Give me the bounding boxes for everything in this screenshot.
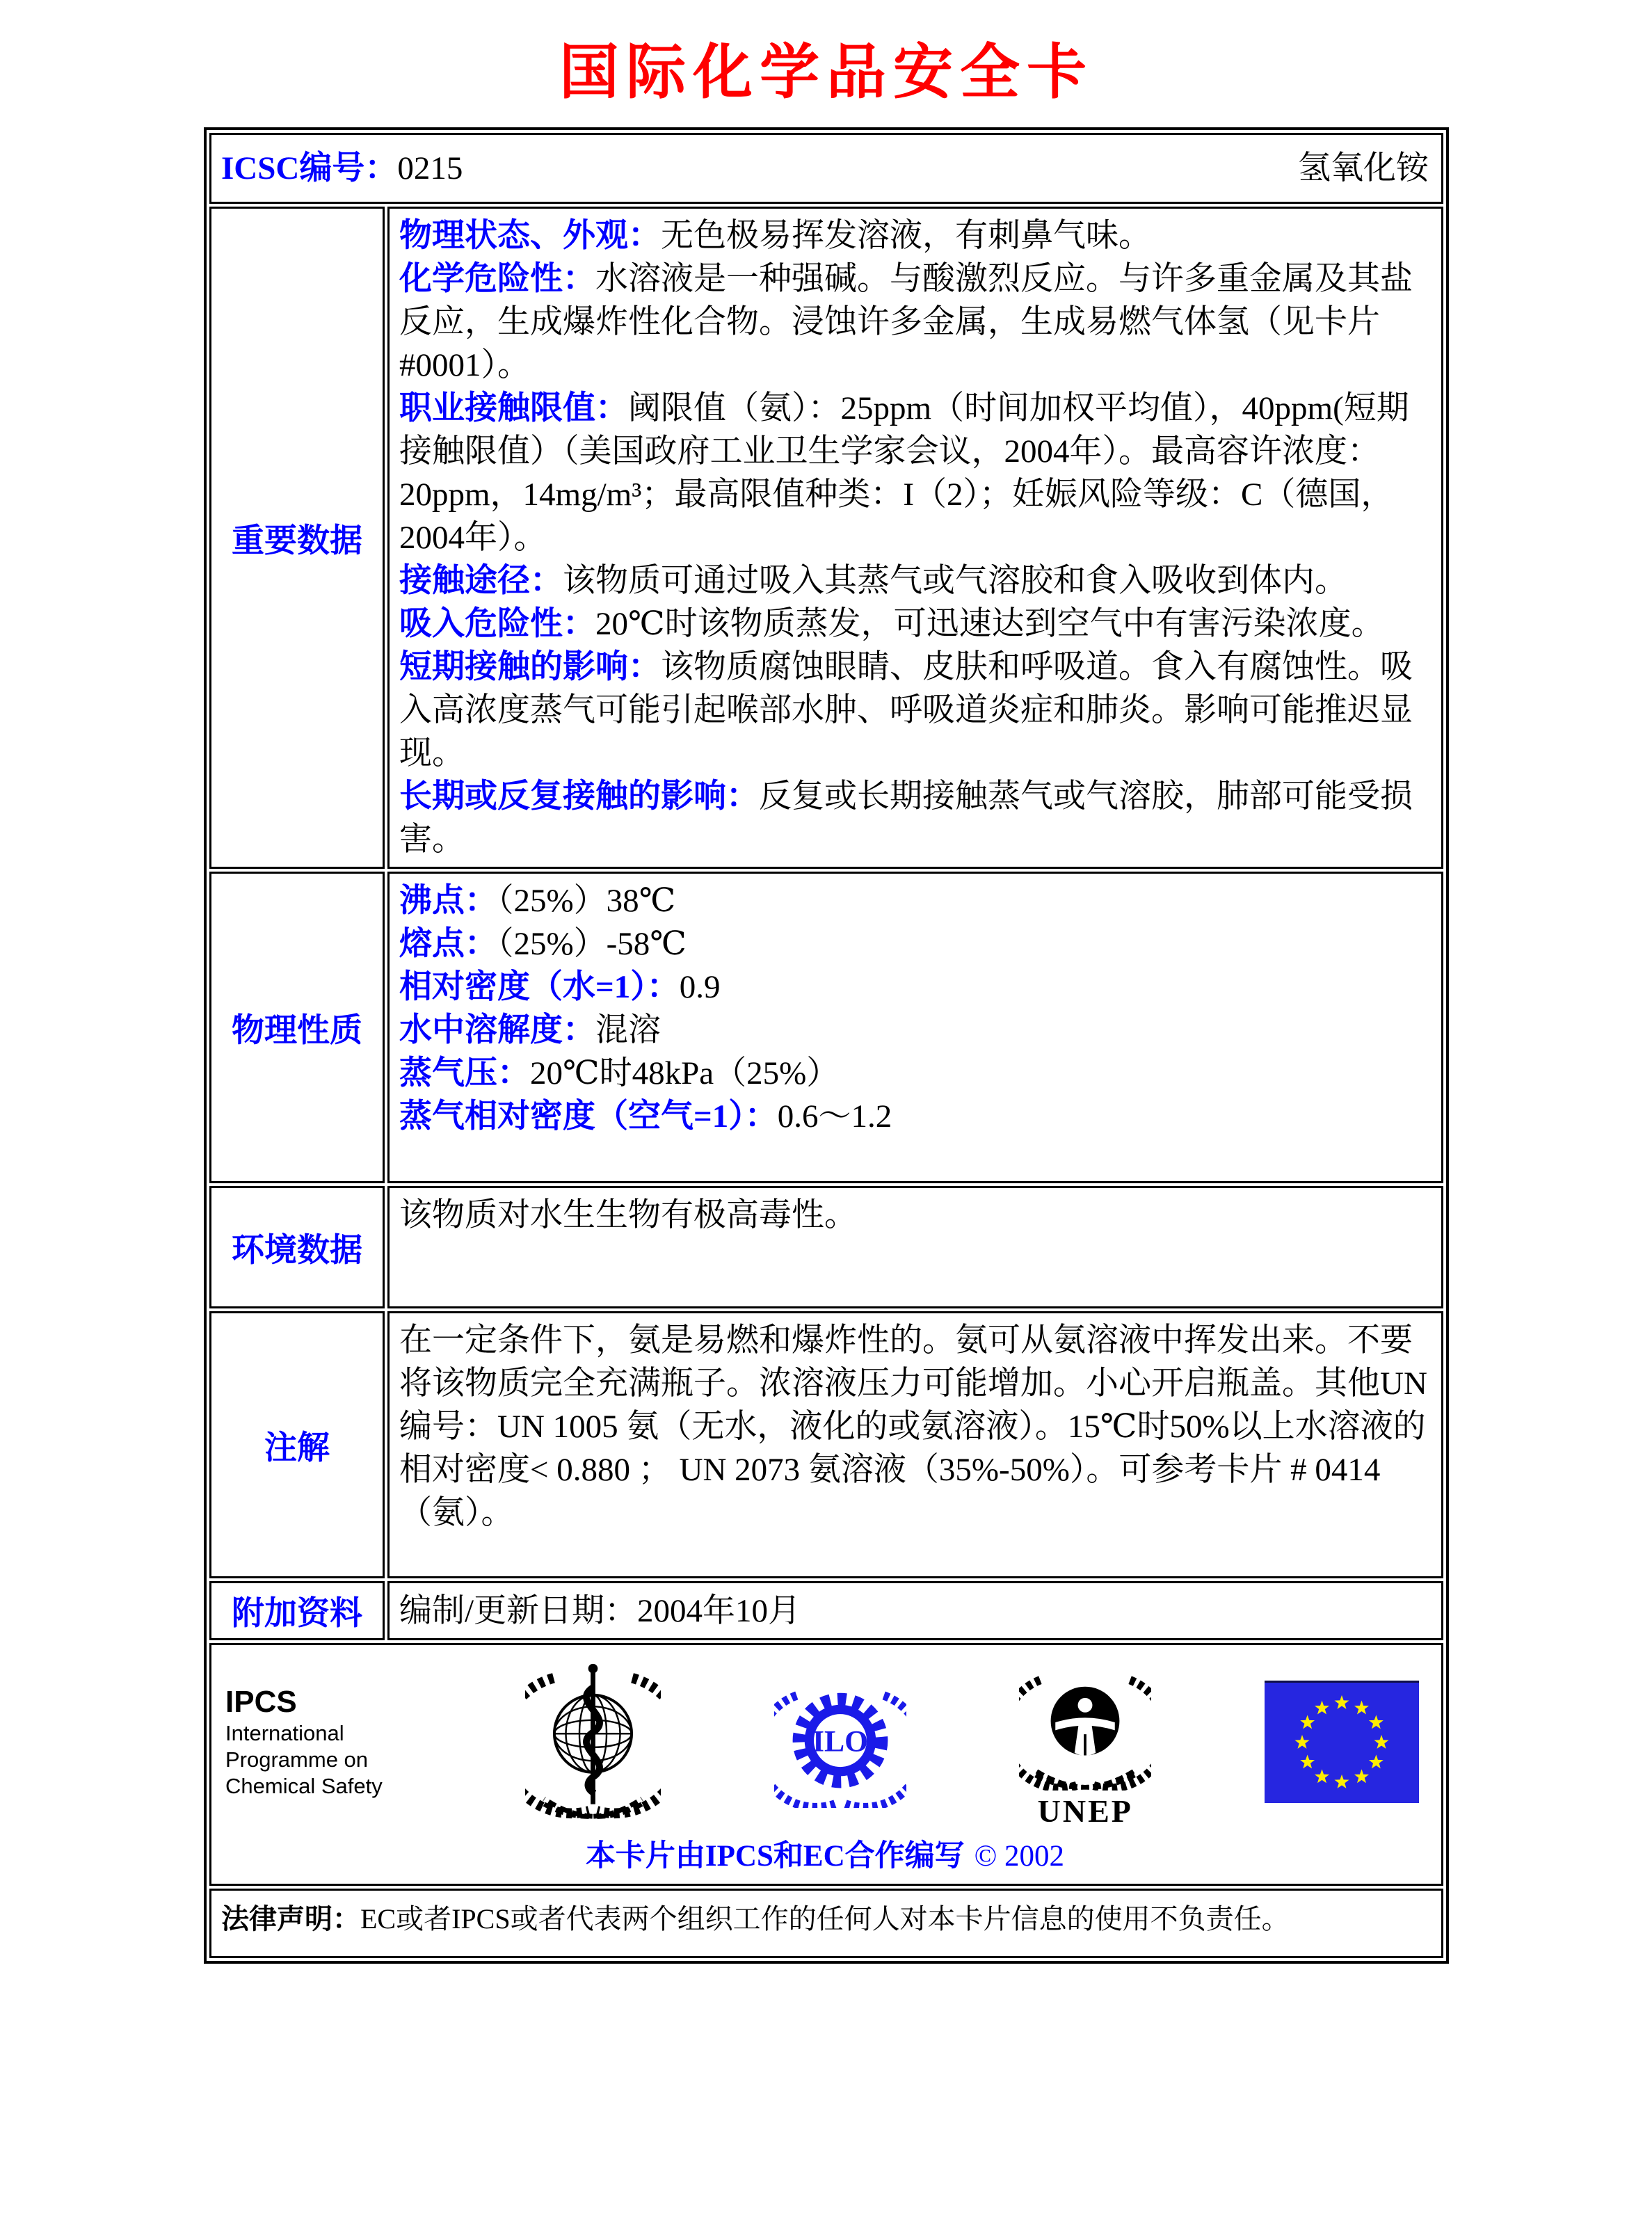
copyright-year: © 2002: [974, 1840, 1065, 1873]
field-key: 化学危险性：: [399, 261, 595, 297]
eu-flag: [1265, 1681, 1419, 1803]
page-title: 国际化学品安全卡: [559, 39, 1093, 106]
ipcs-line: Programme on: [225, 1747, 369, 1772]
field-key: 接触途径：: [399, 563, 563, 599]
section-label-physical-properties: 物理性质: [209, 872, 385, 1183]
environmental-data-row: [209, 1186, 1443, 1308]
logos-strip: [221, 1651, 1429, 1828]
legal-text: EC或者IPCS或者代表两个组织工作的任何人对本卡片信息的使用不负责任。: [360, 1903, 1290, 1934]
field-value: 混溶: [595, 1012, 661, 1048]
field-water-solubility: [399, 1009, 1429, 1052]
field-value: 阈限值（氨）：25ppm（时间加权平均值），40ppm(短期接触限值）（美国政府工业卫生学家会议，2004年）。最高容许浓度：20ppm，14mg/m³；最高限值种类：I（2）；妊娠风险等级：C（德国，2004年）。: [399, 390, 1409, 556]
field-vapor-density: [399, 1095, 1429, 1138]
ilo-letters: ILO: [812, 1724, 868, 1758]
cooperation-caption: [221, 1835, 1429, 1878]
field-key: 吸入危险性：: [399, 606, 595, 642]
field-key: 蒸气压：: [399, 1055, 530, 1091]
field-key: 熔点：: [399, 926, 497, 962]
field-value: 该物质腐蚀眼睛、皮肤和呼吸道。食入有腐蚀性。吸入高浓度蒸气可能引起喉部水肿、呼吸道炎症和肺炎。影响可能推迟显现。: [399, 649, 1413, 771]
physical-properties-row: [209, 872, 1443, 1183]
header-flex: [221, 147, 1429, 190]
environmental-data-content: 该物质对水生生物有极高毒性。: [387, 1186, 1443, 1308]
notes-row: [209, 1311, 1443, 1578]
field-key: 物理状态、外观：: [399, 218, 661, 254]
field-occupational-limits: [399, 387, 1429, 559]
field-value: 0.9: [679, 969, 721, 1005]
field-value: 该物质可通过吸入其蒸气或气溶胶和食入吸收到体内。: [563, 563, 1347, 599]
chemical-name: 氢氧化铵: [1298, 150, 1429, 186]
field-key: 职业接触限值：: [399, 390, 628, 426]
unep-wordmark: UNEP: [1037, 1793, 1133, 1829]
header-row: [209, 133, 1443, 204]
field-value: 反复或长期接触蒸气或气溶胶，肺部可能受损害。: [399, 778, 1413, 858]
unep-logo: [1019, 1655, 1151, 1791]
field-short-term-effects: [399, 646, 1429, 775]
field-key: 蒸气相对密度（空气=1）：: [399, 1098, 778, 1135]
ipcs-text-block: [225, 1684, 412, 1800]
notes-content: 在一定条件下，氨是易燃和爆炸性的。氨可从氨溶液中挥发出来。不要将该物质完全充满瓶子。浓溶液压力可能增加。小心开启瓶盖。其他UN编号：UN 1005 氨（无水，液化的或氨溶液）。15℃时50%以上水溶液的相对密度< 0.880 ； UN 2073 氨溶液（35%-50%）。可参考卡片 # 0414（氨）。: [387, 1311, 1443, 1578]
section-label-environmental-data: 环境数据: [209, 1186, 385, 1308]
section-label-important-data: 重要数据: [209, 207, 385, 869]
field-key: 水中溶解度：: [399, 1012, 595, 1048]
icsc-number-value: 0215: [397, 150, 463, 186]
field-value: 水溶液是一种强碱。与酸激烈反应。与许多重金属及其盐反应，生成爆炸性化合物。浸蚀许多金属，生成易燃气体氢（见卡片#0001）。: [399, 261, 1413, 383]
additional-info-content: 编制/更新日期：2004年10月: [387, 1581, 1443, 1640]
field-key: 长期或反复接触的影响：: [399, 778, 759, 815]
field-inhalation-risk: [399, 602, 1429, 646]
field-value: 20℃时该物质蒸发，可迅速达到空气中有害污染浓度。: [595, 606, 1384, 642]
important-data-content: [387, 207, 1443, 869]
field-long-term-effects: [399, 775, 1429, 861]
cooperation-caption-text: 本卡片由IPCS和EC合作编写: [585, 1840, 965, 1873]
field-value: 0.6～1.2: [777, 1098, 892, 1135]
icsc-number-label: ICSC编号：: [221, 150, 398, 186]
field-value: （25%）38℃: [497, 883, 676, 919]
who-logo: [525, 1660, 661, 1823]
field-melting-point: [399, 922, 1429, 966]
icsc-card-table: [204, 127, 1449, 1964]
field-chemical-danger: [399, 257, 1429, 387]
important-data-row: [209, 207, 1443, 869]
legal-cell: [209, 1889, 1443, 1958]
field-boiling-point: [399, 879, 1429, 922]
field-key: 短期接触的影响：: [399, 649, 661, 685]
ipcs-line: Chemical Safety: [225, 1773, 383, 1798]
field-value: （25%）-58℃: [497, 926, 687, 962]
ipcs-acronym: IPCS: [225, 1684, 297, 1719]
field-physical-state: [399, 214, 1429, 257]
unep-logo-block: [1019, 1655, 1151, 1828]
logos-row: [209, 1643, 1443, 1886]
logos-cell: [209, 1643, 1443, 1886]
section-label-notes: 注解: [209, 1311, 385, 1578]
icsc-number: [221, 147, 463, 190]
legal-label: 法律声明：: [221, 1904, 360, 1934]
field-relative-density: [399, 966, 1429, 1009]
ilo-logo: [774, 1676, 906, 1808]
ipcs-line: International: [225, 1720, 344, 1745]
field-exposure-routes: [399, 559, 1429, 602]
field-vapor-pressure: [399, 1052, 1429, 1095]
legal-row: [209, 1889, 1443, 1958]
field-value: 20℃时48kPa（25%）: [530, 1055, 840, 1091]
additional-info-row: [209, 1581, 1443, 1640]
header-cell: [209, 133, 1443, 204]
field-key: 沸点：: [399, 883, 497, 919]
field-key: 相对密度（水=1）：: [399, 969, 680, 1005]
physical-properties-content: [387, 872, 1443, 1183]
section-label-additional-info: 附加资料: [209, 1581, 385, 1640]
field-value: 无色极易挥发溶液，有刺鼻气味。: [661, 218, 1151, 254]
